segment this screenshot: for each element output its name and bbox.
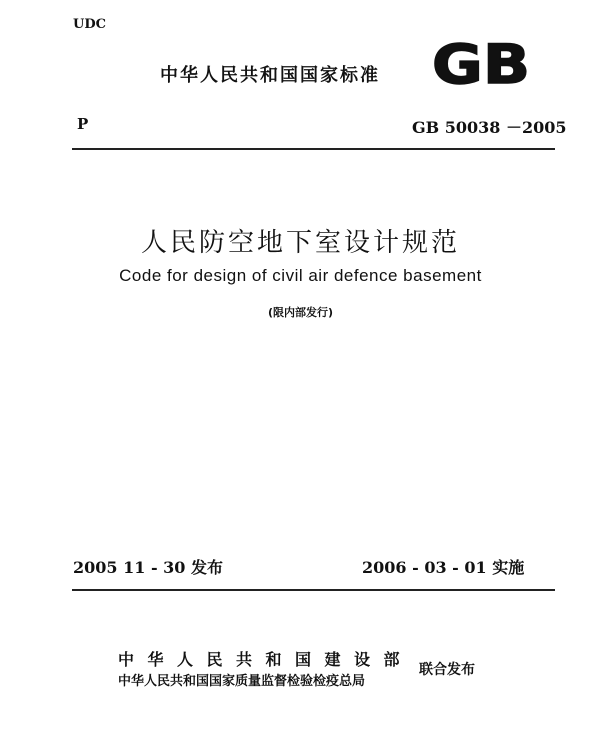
title-chinese: 人民防空地下室设计规范 bbox=[140, 228, 460, 258]
gb-logo-icon bbox=[431, 37, 531, 89]
standard-code: GB 50038 －2005 bbox=[412, 118, 567, 137]
issuer-aqsiq: 中华人民共和国国家质量监督检验检疫总局 bbox=[118, 674, 366, 689]
footer-divider bbox=[72, 589, 555, 591]
udc-label: UDC bbox=[73, 17, 106, 32]
joint-issue-label: 联合发布 bbox=[419, 662, 475, 678]
header-divider bbox=[72, 148, 555, 150]
title-english: Code for design of civil air defence basement bbox=[119, 266, 482, 285]
implementation-date: 2006 - 03 - 01 实施 bbox=[362, 558, 525, 577]
issuer-ministry-of-construction: 中华人民共和国建设部 bbox=[118, 650, 414, 669]
classification-code: P bbox=[77, 115, 89, 133]
distribution-note: (限内部发行) bbox=[267, 306, 334, 319]
issue-date: 2005 11 - 30 发布 bbox=[73, 558, 223, 577]
national-standard-heading: 中华人民共和国国家标准 bbox=[160, 65, 380, 86]
gb-logo-text: GB bbox=[432, 37, 530, 89]
